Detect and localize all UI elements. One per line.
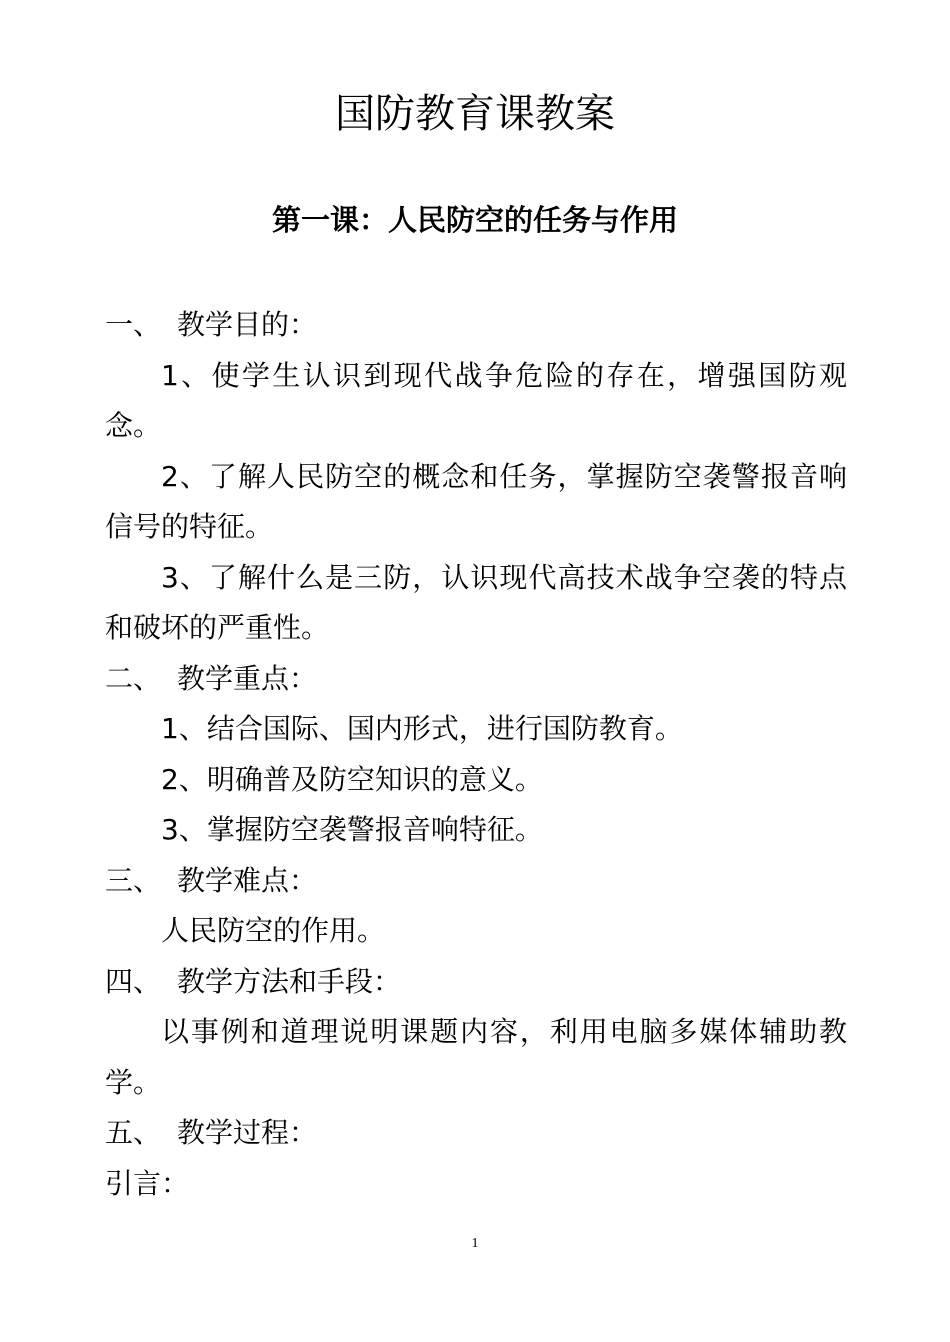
section-title: 教学重点： [177, 661, 318, 695]
section-number: 四、 [105, 964, 162, 998]
paragraph: 2、明确普及防空知识的意义。 [161, 762, 543, 796]
paragraph: 3、掌握防空袭警报音响特征。 [161, 813, 543, 846]
section-number: 二、 [105, 661, 162, 695]
section-number: 三、 [105, 863, 162, 897]
section-number: 五、 [105, 1116, 162, 1149]
closing-label: 引言： [105, 1166, 190, 1200]
paragraph: 人民防空的作用。 [161, 914, 386, 947]
section-title: 教学目的： [177, 308, 318, 341]
paragraph: 1、结合国际、国内形式，进行国防教育。 [161, 712, 683, 745]
page-number: 1 [471, 1236, 479, 1251]
section-heading-2 [105, 654, 847, 705]
document-title: 国防教育课教案 [335, 91, 615, 137]
section-title: 教学过程： [177, 1116, 318, 1149]
paragraph: 2、了解人民防空的概念和任务，掌握防空袭警报音响信号的特征。 [105, 459, 847, 543]
section-title: 教学难点： [177, 863, 318, 897]
paragraph: 1、使学生认识到现代战争危险的存在，增强国防观念。 [105, 358, 847, 442]
section-heading-5 [105, 1108, 847, 1159]
lesson-title: 第一课：人民防空的任务与作用 [271, 203, 678, 237]
section-heading-4 [105, 957, 847, 1008]
section-heading-3 [105, 856, 847, 907]
paragraph: 以事例和道理说明课题内容，利用电脑多媒体辅助教学。 [105, 1015, 847, 1099]
section-title: 教学方法和手段： [177, 964, 402, 998]
section-heading-1 [105, 300, 847, 351]
paragraph: 3、了解什么是三防，认识现代高技术战争空袭的特点和破坏的严重性。 [105, 560, 847, 644]
document-body [105, 300, 847, 1209]
section-number: 一、 [105, 308, 162, 341]
